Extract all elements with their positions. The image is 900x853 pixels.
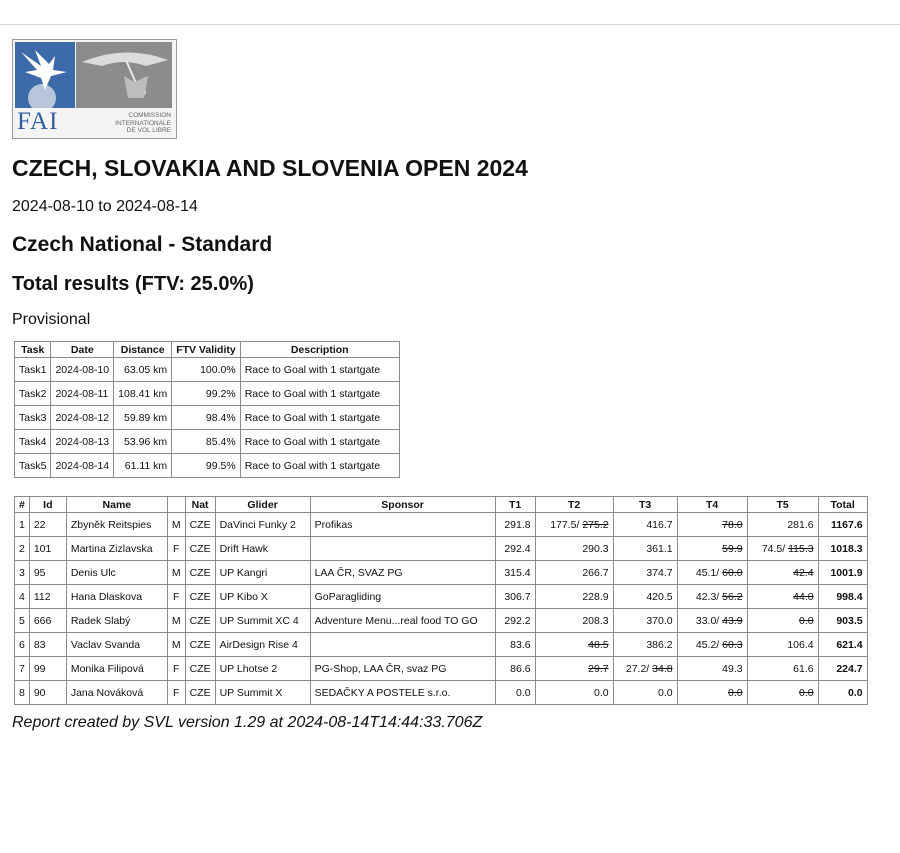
pilot-sponsor: Adventure Menu...real food TO GO (310, 609, 495, 633)
top-divider (0, 24, 900, 25)
task-name: Task1 (15, 358, 51, 382)
eagle-icon (15, 42, 75, 108)
pilot-id: 83 (29, 633, 66, 657)
results-table (14, 496, 868, 705)
task-score-t4 (677, 561, 747, 585)
col-distance: Distance (114, 342, 172, 358)
pilot-nat: CZE (185, 585, 215, 609)
pilot-rank: 1 (15, 513, 30, 537)
task-validity: 85.4% (172, 430, 241, 454)
task-name: Task2 (15, 382, 51, 406)
task-score-t3 (613, 609, 677, 633)
score-value: 266.7 (582, 566, 609, 579)
task-score-t2 (535, 609, 613, 633)
task-score-t4 (677, 657, 747, 681)
task-description: Race to Goal with 1 startgate (240, 406, 399, 430)
pilot-rank: 7 (15, 657, 30, 681)
pilot-nat: CZE (185, 657, 215, 681)
task-score-t5 (747, 537, 818, 561)
pilot-gender: F (167, 657, 185, 681)
pilot-name: Monika Filipová (66, 657, 167, 681)
tasks-table (14, 341, 400, 478)
pilot-gender: F (167, 681, 185, 705)
pilot-id: 90 (29, 681, 66, 705)
pilot-sponsor: LAA ČR, SVAZ PG (310, 561, 495, 585)
discarded-score: 44.0 (793, 590, 814, 603)
score-value: 86.6 (510, 662, 531, 675)
discarded-score: 34.8 (652, 662, 673, 675)
task-distance: 108.41 km (114, 382, 172, 406)
score-value: 416.7 (646, 518, 673, 531)
score-value: 420.5 (646, 590, 673, 603)
competition-title: CZECH, SLOVAKIA AND SLOVENIA OPEN 2024 (12, 155, 528, 181)
task-score-t1 (495, 633, 535, 657)
pilot-total: 998.4 (818, 585, 867, 609)
score-value: 281.6 (787, 518, 814, 531)
discarded-score: 0.0 (727, 686, 743, 699)
pilot-rank: 8 (15, 681, 30, 705)
pilot-name: Jana Nováková (66, 681, 167, 705)
task-score-t5 (747, 513, 818, 537)
score-value: 208.3 (582, 614, 609, 627)
discarded-score: 43.9 (722, 614, 743, 627)
results-title: Total results (FTV: 25.0%) (12, 273, 254, 295)
task-score-t3 (613, 633, 677, 657)
task-score-t2 (535, 561, 613, 585)
pilot-id: 95 (29, 561, 66, 585)
task-distance: 59.89 km (114, 406, 172, 430)
pilot-id: 99 (29, 657, 66, 681)
discarded-score: 29.7 (588, 662, 609, 675)
pilot-gender: F (167, 537, 185, 561)
task-score-t5 (747, 633, 818, 657)
pilot-name: Martina Zizlavska (66, 537, 167, 561)
score-value: 0.0 (657, 686, 673, 699)
pilot-name: Hana Dlaskova (66, 585, 167, 609)
col-name: Name (66, 497, 167, 513)
hang-glider-icon (76, 42, 172, 108)
task-row (15, 406, 400, 430)
pilot-name: Vaclav Svanda (66, 633, 167, 657)
pilot-gender: M (167, 513, 185, 537)
task-name: Task3 (15, 406, 51, 430)
score-value: 27.2/ (625, 662, 653, 675)
score-value: 49.3 (722, 662, 743, 675)
tasks-header-row (15, 342, 400, 358)
discarded-score: 60.0 (722, 566, 743, 579)
competition-dates: 2024-08-10 to 2024-08-14 (12, 198, 198, 215)
result-row (15, 513, 868, 537)
col-t3: T3 (613, 497, 677, 513)
task-score-t4 (677, 609, 747, 633)
result-row (15, 681, 868, 705)
discarded-score: 56.2 (722, 590, 743, 603)
task-description: Race to Goal with 1 startgate (240, 454, 399, 478)
pilot-rank: 6 (15, 633, 30, 657)
pilot-nat: CZE (185, 609, 215, 633)
score-value: 45.2/ (695, 638, 723, 651)
result-row (15, 633, 868, 657)
score-value: 291.8 (504, 518, 531, 531)
task-validity: 100.0% (172, 358, 241, 382)
pilot-glider: UP Lhotse 2 (215, 657, 310, 681)
col-rank: # (15, 497, 30, 513)
task-score-t3 (613, 513, 677, 537)
score-value: 0.0 (515, 686, 531, 699)
score-value: 45.1/ (695, 566, 723, 579)
pilot-total: 224.7 (818, 657, 867, 681)
logo-caption: COMMISSION INTERNATIONALE DE VOL LIBRE (115, 112, 171, 134)
pilot-total: 903.5 (818, 609, 867, 633)
task-distance: 63.05 km (114, 358, 172, 382)
task-validity: 99.5% (172, 454, 241, 478)
task-score-t5 (747, 681, 818, 705)
score-value: 61.6 (793, 662, 814, 675)
pilot-gender: M (167, 561, 185, 585)
pilot-gender: F (167, 585, 185, 609)
task-validity: 99.2% (172, 382, 241, 406)
class-title: Czech National - Standard (12, 233, 273, 256)
col-validity: FTV Validity (172, 342, 241, 358)
task-score-t1 (495, 561, 535, 585)
pilot-id: 666 (29, 609, 66, 633)
task-score-t1 (495, 585, 535, 609)
pilot-glider: Drift Hawk (215, 537, 310, 561)
pilot-sponsor (310, 537, 495, 561)
pilot-rank: 5 (15, 609, 30, 633)
score-value: 315.4 (504, 566, 531, 579)
col-nat: Nat (185, 497, 215, 513)
pilot-glider: UP Kangri (215, 561, 310, 585)
task-score-t5 (747, 657, 818, 681)
task-score-t2 (535, 657, 613, 681)
task-score-t2 (535, 513, 613, 537)
pilot-nat: CZE (185, 681, 215, 705)
discarded-score: 59.9 (722, 542, 743, 555)
score-value: 292.2 (504, 614, 531, 627)
pilot-rank: 2 (15, 537, 30, 561)
discarded-score: 60.3 (722, 638, 743, 651)
task-score-t3 (613, 657, 677, 681)
task-description: Race to Goal with 1 startgate (240, 358, 399, 382)
pilot-nat: CZE (185, 633, 215, 657)
col-t4: T4 (677, 497, 747, 513)
col-id: Id (29, 497, 66, 513)
col-description: Description (240, 342, 399, 358)
pilot-total: 1167.6 (818, 513, 867, 537)
task-distance: 61.11 km (114, 454, 172, 478)
result-row (15, 609, 868, 633)
task-score-t1 (495, 609, 535, 633)
result-row (15, 561, 868, 585)
task-score-t4 (677, 513, 747, 537)
task-name: Task5 (15, 454, 51, 478)
task-score-t5 (747, 561, 818, 585)
pilot-glider: UP Kibo X (215, 585, 310, 609)
task-score-t1 (495, 537, 535, 561)
pilot-glider: UP Summit XC 4 (215, 609, 310, 633)
pilot-total: 1001.9 (818, 561, 867, 585)
col-sponsor: Sponsor (310, 497, 495, 513)
pilot-glider: DaVinci Funky 2 (215, 513, 310, 537)
pilot-gender: M (167, 633, 185, 657)
score-value: 386.2 (646, 638, 673, 651)
discarded-score: 0.0 (798, 686, 814, 699)
score-value: 42.3/ (695, 590, 723, 603)
score-value: 290.3 (582, 542, 609, 555)
score-value: 177.5/ (550, 518, 583, 531)
pilot-nat: CZE (185, 561, 215, 585)
task-score-t1 (495, 657, 535, 681)
results-header-row (15, 497, 868, 513)
pilot-glider: UP Summit X (215, 681, 310, 705)
pilot-rank: 3 (15, 561, 30, 585)
task-row (15, 382, 400, 406)
task-score-t5 (747, 609, 818, 633)
task-row (15, 454, 400, 478)
task-score-t4 (677, 585, 747, 609)
pilot-nat: CZE (185, 537, 215, 561)
task-description: Race to Goal with 1 startgate (240, 430, 399, 454)
pilot-rank: 4 (15, 585, 30, 609)
pilot-sponsor: GoParagliding (310, 585, 495, 609)
col-date: Date (51, 342, 114, 358)
score-value: 292.4 (504, 542, 531, 555)
pilot-sponsor (310, 633, 495, 657)
task-score-t2 (535, 633, 613, 657)
col-task: Task (15, 342, 51, 358)
task-row (15, 358, 400, 382)
result-row (15, 585, 868, 609)
fai-logo (12, 39, 177, 139)
report-footer: Report created by SVL version 1.29 at 2024-08-14T14:44:33.706Z (12, 714, 483, 731)
discarded-score: 78.0 (722, 518, 743, 531)
pilot-sponsor: Profikas (310, 513, 495, 537)
result-row (15, 537, 868, 561)
pilot-id: 112 (29, 585, 66, 609)
task-row (15, 430, 400, 454)
task-score-t3 (613, 585, 677, 609)
pilot-total: 1018.3 (818, 537, 867, 561)
task-score-t1 (495, 681, 535, 705)
pilot-nat: CZE (185, 513, 215, 537)
pilot-glider: AirDesign Rise 4 (215, 633, 310, 657)
score-value: 374.7 (646, 566, 673, 579)
task-score-t4 (677, 537, 747, 561)
task-score-t4 (677, 681, 747, 705)
task-score-t2 (535, 681, 613, 705)
task-score-t3 (613, 681, 677, 705)
discarded-score: 0.0 (798, 614, 814, 627)
score-value: 361.1 (646, 542, 673, 555)
task-date: 2024-08-11 (51, 382, 114, 406)
col-t2: T2 (535, 497, 613, 513)
task-validity: 98.4% (172, 406, 241, 430)
score-value: 106.4 (787, 638, 814, 651)
pilot-name: Radek Slabý (66, 609, 167, 633)
pilot-name: Denis Ulc (66, 561, 167, 585)
task-distance: 53.96 km (114, 430, 172, 454)
col-glider: Glider (215, 497, 310, 513)
task-score-t1 (495, 513, 535, 537)
score-value: 228.9 (582, 590, 609, 603)
task-score-t5 (747, 585, 818, 609)
col-t5: T5 (747, 497, 818, 513)
pilot-name: Zbyněk Reitspies (66, 513, 167, 537)
pilot-total: 621.4 (818, 633, 867, 657)
task-date: 2024-08-10 (51, 358, 114, 382)
task-date: 2024-08-12 (51, 406, 114, 430)
pilot-id: 101 (29, 537, 66, 561)
pilot-sponsor: SEDAČKY A POSTELE s.r.o. (310, 681, 495, 705)
score-value: 83.6 (510, 638, 531, 651)
pilot-sponsor: PG-Shop, LAA ČR, svaz PG (310, 657, 495, 681)
pilot-total: 0.0 (818, 681, 867, 705)
pilot-id: 22 (29, 513, 66, 537)
discarded-score: 42.4 (793, 566, 814, 579)
result-row (15, 657, 868, 681)
col-t1: T1 (495, 497, 535, 513)
score-value: 306.7 (504, 590, 531, 603)
status-label: Provisional (12, 311, 91, 328)
task-description: Race to Goal with 1 startgate (240, 382, 399, 406)
score-value: 33.0/ (695, 614, 723, 627)
col-gender (167, 497, 185, 513)
task-score-t2 (535, 585, 613, 609)
discarded-score: 48.5 (588, 638, 609, 651)
task-date: 2024-08-14 (51, 454, 114, 478)
discarded-score: 275.2 (582, 518, 609, 531)
task-date: 2024-08-13 (51, 430, 114, 454)
score-value: 0.0 (593, 686, 609, 699)
score-value: 370.0 (646, 614, 673, 627)
logo-brand: FAI (17, 108, 59, 135)
task-score-t3 (613, 561, 677, 585)
pilot-gender: M (167, 609, 185, 633)
task-name: Task4 (15, 430, 51, 454)
task-score-t2 (535, 537, 613, 561)
task-score-t3 (613, 537, 677, 561)
discarded-score: 115.3 (788, 542, 814, 555)
score-value: 74.5/ (761, 542, 789, 555)
task-score-t4 (677, 633, 747, 657)
col-total: Total (818, 497, 867, 513)
